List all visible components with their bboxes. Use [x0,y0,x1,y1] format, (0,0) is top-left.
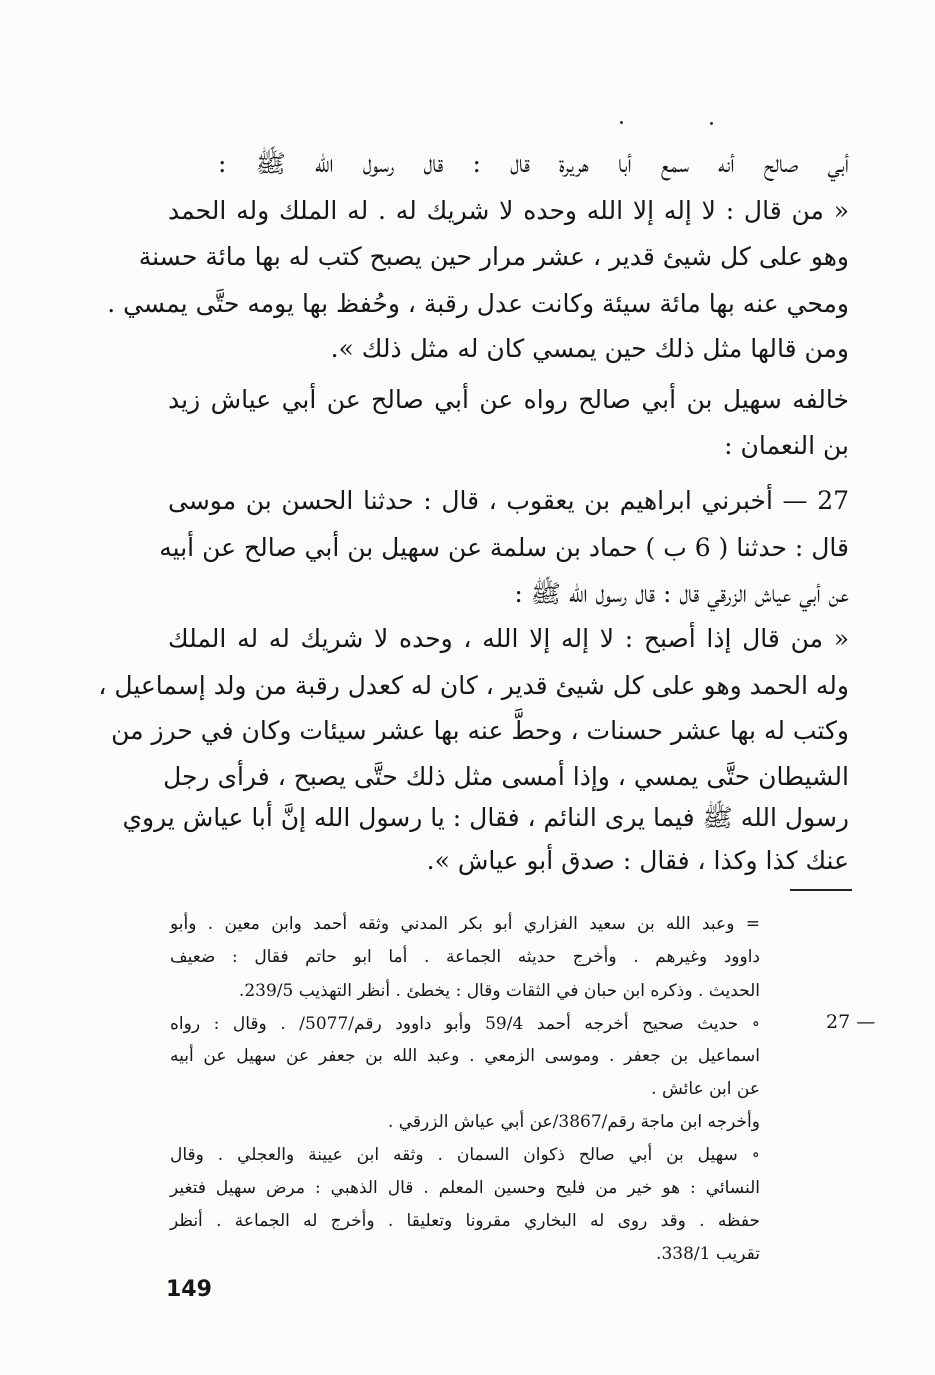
body-line: وله الحمد وهو على كل شيئ قدير ، كان له كعدل رقبة من ولد إسماعيل ، [98,671,849,700]
body-line: وكتب له بها عشر حسنات ، وحطَّ عنه بها عشر سيئات وكان في حرز من [111,716,849,745]
body-line: بن النعمان : [724,431,849,460]
page-number: 149 [166,1277,212,1302]
body-line: عنك كذا وكذا ، فقال : صدق أبو عياش ». [426,846,849,875]
footnote-line: حفظه . وقد روى له البخاري مقرونا وتعليقا . وأخرج له الجماعة . أنظر [170,1211,760,1231]
body-line: الشيطان حتَّى يمسي ، وإذا أمسى مثل ذلك حتَّى يصبح ، فرأى رجل [163,762,849,791]
footnote-line: ∘ سهيل بن أبي صالح ذكوان السمان . وثقه ابن عيينة والعجلي . وقال [170,1145,760,1165]
body-line: رسول الله ﷺ فيما يرى النائم ، فقال : يا رسول الله إنَّ أبا عياش يروي [122,803,849,832]
footnote-number: 27 — [826,1011,876,1033]
footnote-line: = وعبد الله بن سعيد الفزاري أبو بكر المدني وثقه أحمد وابن معين . وأبو [170,914,760,934]
footnote-line: وأخرجه ابن ماجة رقم/3867/عن أبي عياش الزرقي . [387,1112,760,1132]
footnote-line: تقريب 338/1. [656,1244,760,1264]
body-line: وهو على كل شيئ قدير ، عشر مرار حين يصبح كتب له بها مائة حسنة [138,242,849,271]
footnote-line: ∘ حديث صحيح أخرجه أحمد 59/4 وأبو داوود رقم/5077/ . وقال : رواه [170,1014,760,1034]
footnote-line: اسماعيل بن جعفر . وموسى الزمعي . وعبد الله بن جعفر عن سهيل عن أبيه [170,1046,760,1066]
body-line: ومحي عنه بها مائة سيئة وكانت عدل رقبة ، وحُفظ بها يومه حتَّى يمسي . [107,289,849,318]
footnote-separator [790,889,852,891]
ink-speck [710,122,713,125]
body-line: خالفه سهيل بن أبي صالح رواه عن أبي صالح عن أبي عياش زيد [168,385,849,414]
footnote-line: النسائي : هو خير من فليح وحسين المعلم . قال الذهبي : مرض سهيل فتغير [170,1178,760,1198]
body-line: عن أبي عياش الزرقي قال : قال رسول الله ﷺ : [514,579,849,608]
body-line: أبي صالح أنه سمع أبا هريرة قال : قال رسول الله ﷺ : [218,149,849,178]
body-line: « من قال إذا أصبح : لا إله إلا الله ، وحده لا شريك له له الملك [168,624,849,653]
body-line: « من قال : لا إله إلا الله وحده لا شريك له . له الملك وله الحمد [168,196,849,225]
footnote-line: عن ابن عائش . [651,1079,760,1099]
body-line: قال : حدثنا ( 6 ب ) حماد بن سلمة عن سهيل بن أبي صالح عن أبيه [159,533,849,562]
footnote-line: داوود وغيرهم . وأخرج حديثه الجماعة . أما ابو حاتم فقال : ضعيف [170,947,760,967]
footnote-line: الحديث . وذكره ابن حبان في الثقات وقال : يخطئ . أنظر التهذيب 239/5. [238,981,760,1001]
hadith-heading-line: 27 — أخبرني ابراهيم بن يعقوب ، قال : حدثنا الحسن بن موسى [168,486,849,515]
ink-speck [620,121,623,124]
body-line: ومن قالها مثل ذلك حين يمسي كان له مثل ذلك ». [330,334,849,363]
